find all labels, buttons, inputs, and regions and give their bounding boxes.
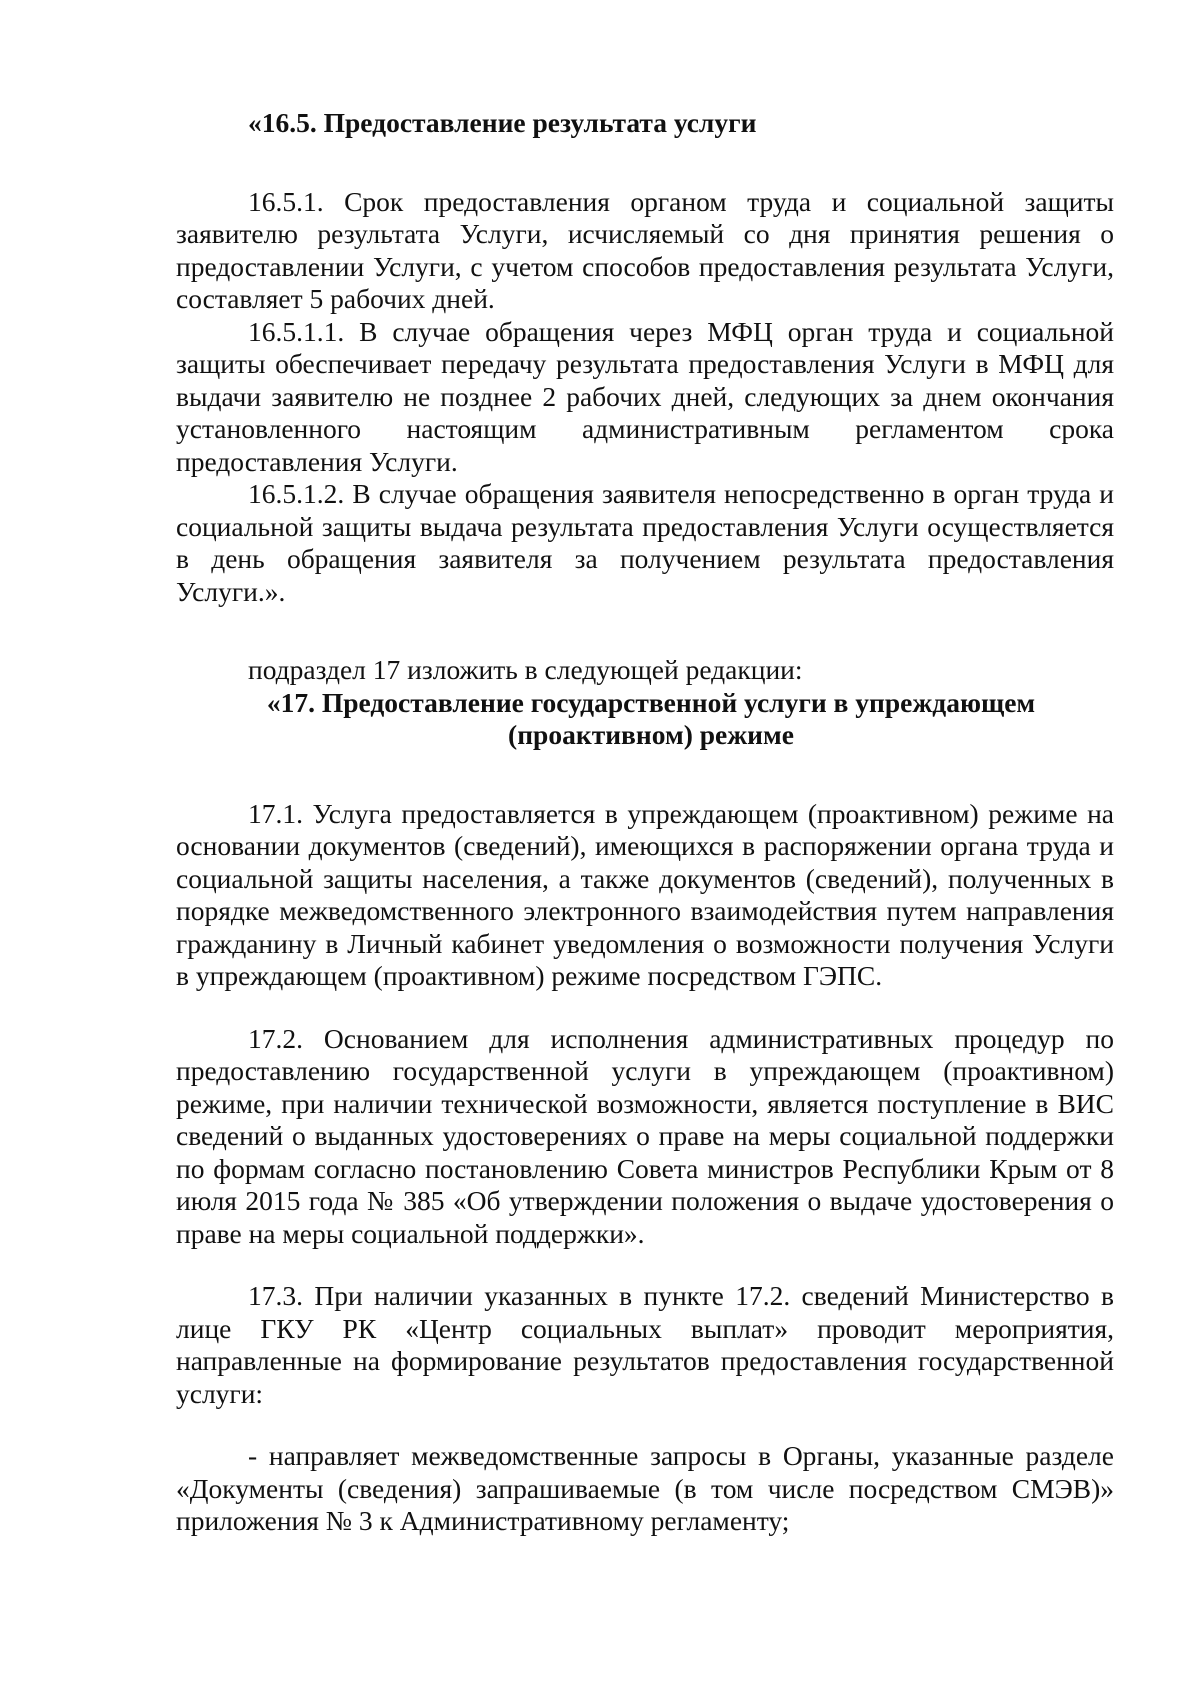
paragraph-16-5-1: 16.5.1. Срок предоставления органом труда и социальной защиты заявителю результата Услуги, исчисляемый со дня принятия решения о предоставлении Услуги, с учетом способов предоставления результата Услуги, составляет 5 рабочих дней. — [176, 185, 1114, 314]
paragraph-17-2: 17.2. Основанием для исполнения административных процедур по предоставлению государственной услуги в упреждающем (проактивном) режиме, при наличии технической возможности, является поступление в ВИС сведений о выданных удостоверениях о праве на меры социальной поддержки по формам согласно постановлению Совета министров Республики Крым от 8 июля 2015 года № 385 «Об утверждении положения о выдаче удостоверения о праве на меры социальной поддержки». — [176, 1022, 1114, 1249]
paragraph-16-5-1-1: 16.5.1.1. В случае обращения через МФЦ орган труда и социальной защиты обеспечивает передачу результата предоставления Услуги в МФЦ для выдачи заявителю не позднее 2 рабочих дней, следующих за днем окончания установленного настоящим административным регламентом срока предоставления Услуги. — [176, 315, 1114, 477]
paragraph-17-1: 17.1. Услуга предоставляется в упреждающем (проактивном) режиме на основании документов (сведений), имеющихся в распоряжении органа труда и социальной защиты населения, а также документов (сведений), полученных в порядке межведомственного электронного взаимодействия путем направления гражданину в Личный кабинет уведомления о возможности получения Услуги в упреждающем (проактивном) режиме посредством ГЭПС. — [176, 797, 1114, 991]
paragraph-16-5-1-2: 16.5.1.2. В случае обращения заявителя непосредственно в орган труда и социальной защиты выдача результата предоставления Услуги осуществляется в день обращения заявителя за получением результата предоставления Услуги.». — [176, 478, 1114, 607]
subsection-17-intro: подраздел 17 изложить в следующей редакции: — [248, 654, 803, 685]
paragraph-17-3: 17.3. При наличии указанных в пункте 17.2. сведений Министерство в лице ГКУ РК «Центр социальных выплат» проводит мероприятия, направленные на формирование результатов предоставления государственной услуги: — [176, 1280, 1114, 1409]
section-heading-17-line1: «17. Предоставление государственной услуги в упреждающем — [266, 686, 1036, 718]
section-heading-16-5: «16.5. Предоставление результата услуги — [248, 107, 757, 138]
list-item-1: - направляет межведомственные запросы в Органы, указанные разделе «Документы (сведения) запрашиваемые (в том числе посредством СМЭВ)» приложения № 3 к Административному регламенту; — [176, 1440, 1114, 1536]
section-heading-17-line2: (проактивном) режиме — [508, 719, 794, 750]
